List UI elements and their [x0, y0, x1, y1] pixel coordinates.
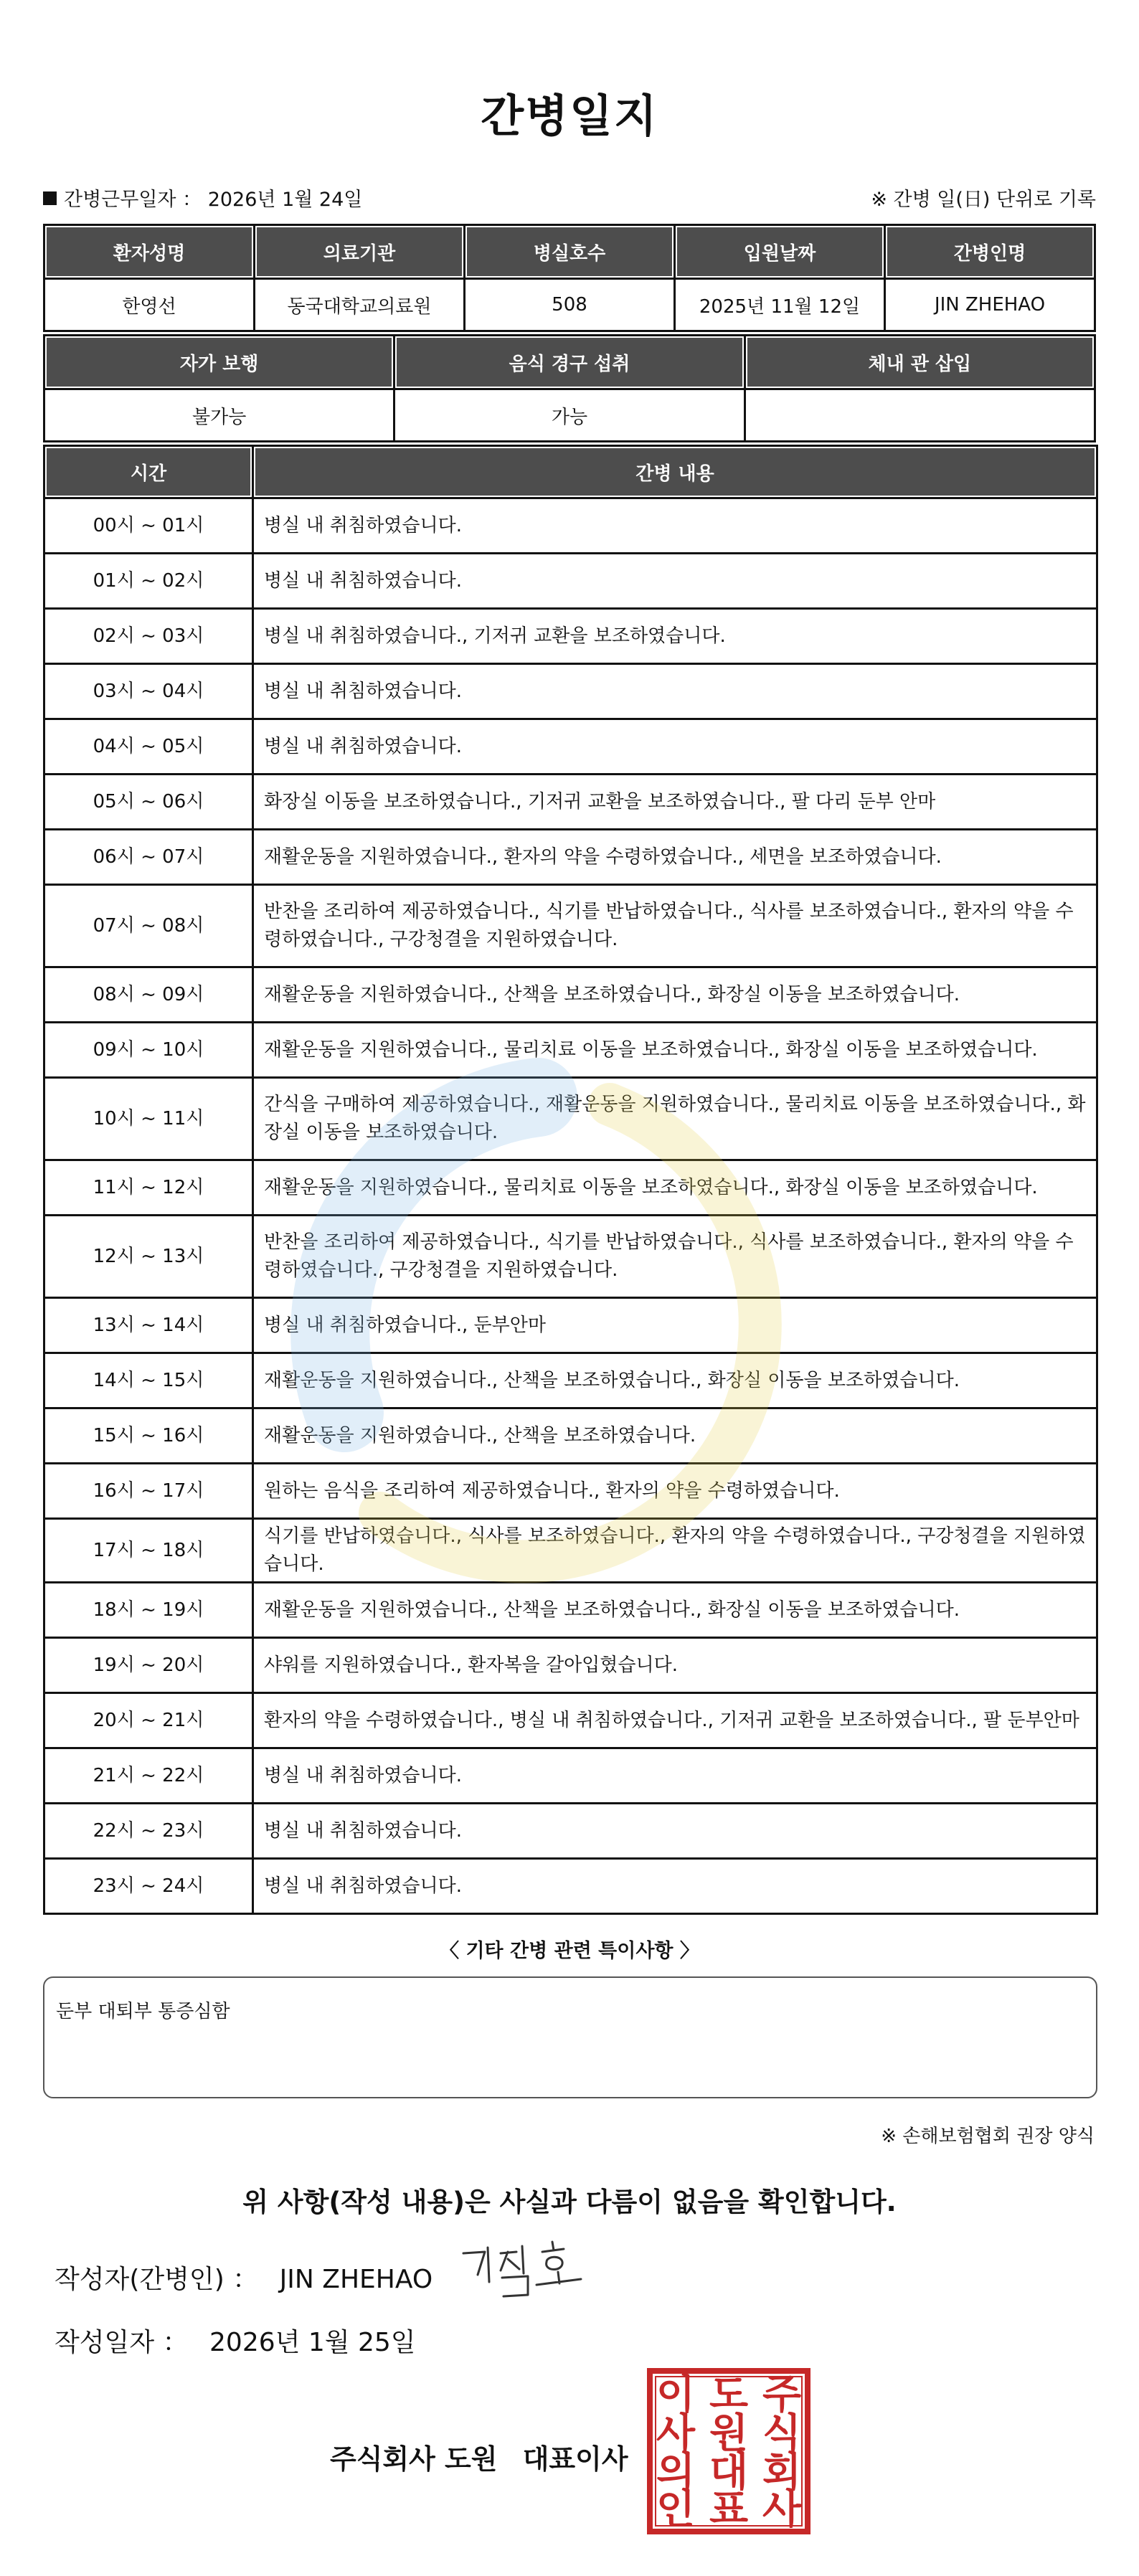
log-time-cell: 06시 ~ 07시	[44, 830, 253, 885]
log-content-cell: 재활운동을 지원하였습니다., 물리치료 이동을 보조하였습니다., 화장실 이동을 보조하였습니다.	[253, 1160, 1097, 1216]
table-row	[44, 1408, 1097, 1464]
written-date-value: 2026년 1월 25일	[209, 2328, 416, 2357]
patient-info-table	[43, 224, 1096, 332]
seal-character: 도	[709, 2371, 749, 2418]
log-time-cell: 22시 ~ 23시	[44, 1804, 253, 1859]
log-content-cell: 병실 내 취침하였습니다., 기저귀 교환을 보조하였습니다.	[253, 609, 1097, 664]
log-time-cell: 17시 ~ 18시	[44, 1519, 253, 1583]
log-content-cell: 반찬을 조리하여 제공하였습니다., 식기를 반납하였습니다., 식사를 보조하였습니다., 환자의 약을 수령하였습니다., 구강청결을 지원하였습니다.	[253, 1216, 1097, 1298]
seal-character: 의	[656, 2448, 696, 2496]
seal-character: 이	[656, 2371, 696, 2418]
author-row	[55, 2259, 433, 2296]
oral-intake: 가능	[394, 389, 745, 442]
log-time-cell: 11시 ~ 12시	[44, 1160, 253, 1216]
header-time: 시간	[44, 446, 253, 498]
log-content-cell: 반찬을 조리하여 제공하였습니다., 식기를 반납하였습니다., 식사를 보조하였습니다., 환자의 약을 수령하였습니다., 구강청결을 지원하였습니다.	[253, 885, 1097, 967]
seal-character: 식	[762, 2410, 802, 2457]
table-row	[44, 1298, 1097, 1353]
log-time-cell: 07시 ~ 08시	[44, 885, 253, 967]
header-admission-date: 입원날짜	[675, 225, 885, 279]
work-date	[43, 184, 362, 212]
table-row	[44, 885, 1097, 967]
log-content-cell: 병실 내 취침하였습니다., 둔부안마	[253, 1298, 1097, 1353]
table-row	[44, 498, 1097, 554]
log-time-cell: 00시 ~ 01시	[44, 498, 253, 554]
log-time-cell: 08시 ~ 09시	[44, 967, 253, 1023]
patient-info-value-row	[44, 279, 1095, 331]
patient-status-table	[43, 334, 1096, 442]
table-row	[44, 1353, 1097, 1408]
log-time-cell: 15시 ~ 16시	[44, 1408, 253, 1464]
table-row	[44, 1519, 1097, 1583]
table-row	[44, 775, 1097, 830]
care-log-table	[43, 445, 1098, 1915]
table-row	[44, 1078, 1097, 1160]
log-time-cell: 23시 ~ 24시	[44, 1859, 253, 1914]
log-content-cell: 재활운동을 지원하였습니다., 산책을 보조하였습니다., 화장실 이동을 보조하였습니다.	[253, 1353, 1097, 1408]
patient-info-header-row	[44, 225, 1095, 279]
seal-character: 주	[762, 2371, 802, 2418]
author-name: JIN ZHEHAO	[279, 2265, 433, 2294]
log-content-cell: 재활운동을 지원하였습니다., 산책을 보조하였습니다., 화장실 이동을 보조하였습니다.	[253, 967, 1097, 1023]
written-date-row	[55, 2322, 416, 2359]
table-row	[44, 609, 1097, 664]
seal-character: 대	[709, 2448, 749, 2496]
log-content-cell: 샤워를 지원하였습니다., 환자복을 갈아입혔습니다.	[253, 1638, 1097, 1693]
written-date-separator: ：	[162, 2328, 189, 2357]
special-notes-title: 〈 기타 간병 관련 특이사항 〉	[440, 1940, 699, 1962]
patient-status-value-row	[44, 389, 1095, 442]
table-row	[44, 830, 1097, 885]
hospital: 동국대학교의료원	[255, 279, 465, 331]
table-row	[44, 1638, 1097, 1693]
company-signature	[330, 2437, 628, 2476]
table-row	[44, 1804, 1097, 1859]
table-row	[44, 967, 1097, 1023]
seal-character: 인	[656, 2486, 696, 2533]
log-time-cell: 21시 ~ 22시	[44, 1748, 253, 1804]
log-time-cell: 13시 ~ 14시	[44, 1298, 253, 1353]
log-time-cell: 04시 ~ 05시	[44, 719, 253, 775]
log-time-cell: 02시 ~ 03시	[44, 609, 253, 664]
meta-row	[43, 184, 1096, 212]
tube-insertion	[745, 389, 1095, 442]
header-self-walking: 자가 보행	[44, 336, 394, 389]
company-seal-stamp	[646, 2367, 812, 2536]
seal-character: 표	[709, 2486, 749, 2533]
seal-character: 원	[709, 2410, 749, 2457]
table-row	[44, 1216, 1097, 1298]
care-log-body	[44, 498, 1097, 1914]
log-content-cell: 환자의 약을 수령하였습니다., 병실 내 취침하였습니다., 기저귀 교환을 보조하였습니다., 팔 둔부안마	[253, 1693, 1097, 1748]
log-content-cell: 병실 내 취침하였습니다.	[253, 1748, 1097, 1804]
author-separator: ：	[232, 2265, 259, 2294]
caregiver-name: JIN ZHEHAO	[885, 279, 1095, 331]
table-row	[44, 1859, 1097, 1914]
header-tube-insertion: 체내 관 삽입	[745, 336, 1095, 389]
log-time-cell: 16시 ~ 17시	[44, 1464, 253, 1519]
care-log-header-row	[44, 446, 1097, 498]
table-row	[44, 554, 1097, 609]
table-row	[44, 1464, 1097, 1519]
table-row	[44, 664, 1097, 719]
work-date-value: 2026년 1월 24일	[207, 189, 363, 211]
log-content-cell: 간식을 구매하여 제공하였습니다., 재활운동을 지원하였습니다., 물리치료 이동을 보조하였습니다., 화장실 이동을 보조하였습니다.	[253, 1078, 1097, 1160]
work-date-label: 간병근무일자	[64, 189, 176, 211]
table-row	[44, 1160, 1097, 1216]
log-content-cell: 병실 내 취침하였습니다.	[253, 1804, 1097, 1859]
log-time-cell: 03시 ~ 04시	[44, 664, 253, 719]
log-content-cell: 재활운동을 지원하였습니다., 산책을 보조하였습니다.	[253, 1408, 1097, 1464]
log-time-cell: 14시 ~ 15시	[44, 1353, 253, 1408]
author-label: 작성자(간병인)	[55, 2265, 225, 2294]
log-content-cell: 화장실 이동을 보조하였습니다., 기저귀 교환을 보조하였습니다., 팔 다리 둔부 안마	[253, 775, 1097, 830]
log-content-cell: 병실 내 취침하였습니다.	[253, 498, 1097, 554]
header-hospital: 의료기관	[255, 225, 465, 279]
log-content-cell: 식기를 반납하였습니다., 식사를 보조하였습니다., 환자의 약을 수령하였습니다., 구강청결을 지원하였습니다.	[253, 1519, 1097, 1583]
room-number: 508	[465, 279, 675, 331]
header-oral-intake: 음식 경구 섭취	[394, 336, 745, 389]
seal-character: 사	[656, 2410, 696, 2457]
seal-character: 회	[762, 2448, 802, 2496]
header-caregiver-name: 간병인명	[885, 225, 1095, 279]
patient-status-header-row	[44, 336, 1095, 389]
seal-character: 사	[762, 2486, 802, 2533]
patient-name: 한영선	[44, 279, 255, 331]
table-row	[44, 719, 1097, 775]
document-title: 간병일지	[481, 90, 658, 142]
log-content-cell: 재활운동을 지원하였습니다., 물리치료 이동을 보조하였습니다., 화장실 이동을 보조하였습니다.	[253, 1023, 1097, 1078]
unit-note: ※ 간병 일(日) 단위로 기록	[871, 189, 1096, 211]
handwritten-signature	[456, 2238, 592, 2309]
log-content-cell: 병실 내 취침하였습니다.	[253, 554, 1097, 609]
log-time-cell: 18시 ~ 19시	[44, 1583, 253, 1638]
company-name: 주식회사 도원	[330, 2443, 498, 2475]
header-patient-name: 환자성명	[44, 225, 255, 279]
table-row	[44, 1583, 1097, 1638]
log-content-cell: 병실 내 취침하였습니다.	[253, 664, 1097, 719]
form-note: ※ 손해보험협회 권장 양식	[881, 2126, 1095, 2147]
square-bullet-icon	[43, 191, 57, 205]
log-time-cell: 12시 ~ 13시	[44, 1216, 253, 1298]
special-notes-box	[43, 1976, 1097, 2098]
header-room-number: 병실호수	[465, 225, 675, 279]
company-role: 대표이사	[522, 2443, 628, 2475]
log-time-cell: 10시 ~ 11시	[44, 1078, 253, 1160]
written-date-label: 작성일자	[55, 2328, 155, 2357]
log-content-cell: 병실 내 취침하였습니다.	[253, 1859, 1097, 1914]
log-time-cell: 09시 ~ 10시	[44, 1023, 253, 1078]
self-walking: 불가능	[44, 389, 394, 442]
log-time-cell: 20시 ~ 21시	[44, 1693, 253, 1748]
table-row	[44, 1748, 1097, 1804]
log-content-cell: 재활운동을 지원하였습니다., 환자의 약을 수령하였습니다., 세면을 보조하였습니다.	[253, 830, 1097, 885]
confirmation-statement: 위 사항(작성 내용)은 사실과 다름이 없음을 확인합니다.	[242, 2187, 897, 2217]
table-row	[44, 1693, 1097, 1748]
header-care-content: 간병 내용	[253, 446, 1097, 498]
work-date-separator: ：	[182, 189, 202, 211]
log-time-cell: 19시 ~ 20시	[44, 1638, 253, 1693]
log-content-cell: 병실 내 취침하였습니다.	[253, 719, 1097, 775]
special-notes-text: 둔부 대퇴부 통증심함	[56, 2001, 230, 2022]
table-row	[44, 1023, 1097, 1078]
log-time-cell: 01시 ~ 02시	[44, 554, 253, 609]
log-time-cell: 05시 ~ 06시	[44, 775, 253, 830]
admission-date: 2025년 11월 12일	[675, 279, 885, 331]
log-content-cell: 원하는 음식을 조리하여 제공하였습니다., 환자의 약을 수령하였습니다.	[253, 1464, 1097, 1519]
log-content-cell: 재활운동을 지원하였습니다., 산책을 보조하였습니다., 화장실 이동을 보조하였습니다.	[253, 1583, 1097, 1638]
